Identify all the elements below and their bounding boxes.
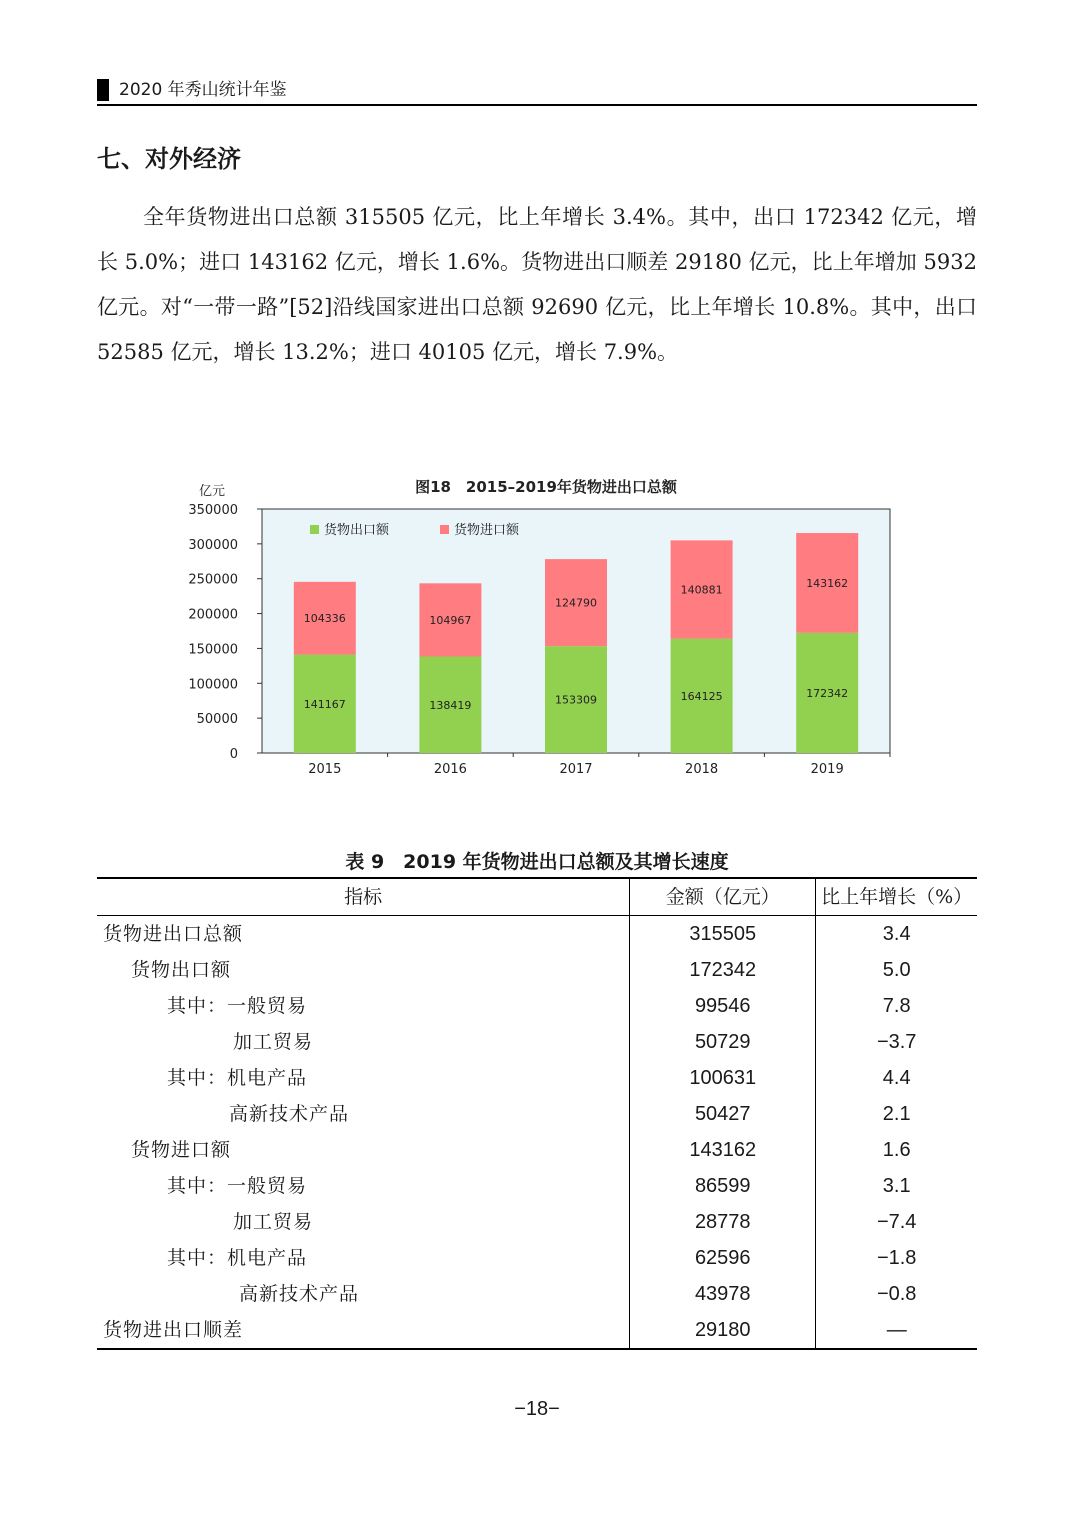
row-amount: 29180 bbox=[630, 1312, 816, 1349]
bar-value-label: 104967 bbox=[429, 613, 472, 627]
header-amount: 金额（亿元） bbox=[630, 878, 816, 916]
x-tick-label: 2015 bbox=[308, 762, 342, 777]
row-amount: 86599 bbox=[630, 1168, 816, 1204]
row-amount: 28778 bbox=[630, 1204, 816, 1240]
x-tick-label: 2016 bbox=[433, 762, 467, 777]
row-label: 其中：一般贸易 bbox=[97, 1168, 630, 1204]
bar-value-label: 143162 bbox=[806, 576, 849, 590]
row-growth: −7.4 bbox=[876, 1211, 917, 1233]
row-label: 货物出口额 bbox=[97, 952, 630, 988]
row-growth: 3.4 bbox=[882, 923, 911, 945]
page-number: −18− bbox=[514, 1398, 560, 1420]
trade-table bbox=[97, 877, 977, 1350]
row-amount: 143162 bbox=[630, 1132, 816, 1168]
header-title: 2020 年秀山统计年鉴 bbox=[119, 80, 287, 100]
row-label: 货物进出口总额 bbox=[97, 916, 630, 953]
legend-swatch bbox=[440, 525, 449, 534]
row-growth: −0.8 bbox=[876, 1283, 917, 1305]
y-tick-label: 100000 bbox=[188, 677, 238, 693]
bar-value-label: 141167 bbox=[303, 697, 346, 711]
legend-label: 货物出口额 bbox=[324, 523, 390, 538]
page-header bbox=[97, 77, 977, 106]
row-amount: 62596 bbox=[630, 1240, 816, 1276]
y-tick-label: 350000 bbox=[188, 503, 238, 518]
row-growth: 2.1 bbox=[882, 1103, 911, 1125]
x-tick-label: 2017 bbox=[559, 762, 593, 777]
paragraph-text: 全年货物进出口总额 315505 亿元，比上年增长 3.4%。其中，出口 172342 亿元，增长 5.0%；进口 143162 亿元，增长 1.6%。货物进出口顺差 29180 亿元，比上年增加 5932 亿元。对“一带一路”[52]沿线国家进出口总额 92690 亿元，比上年增长 10.8%。其中，出口 52585 亿元，增长 13.2%；进口 40105 亿元，增长 7.9%。 bbox=[97, 205, 977, 364]
y-tick-label: 200000 bbox=[188, 607, 238, 623]
y-tick-label: 150000 bbox=[188, 642, 238, 658]
table-row bbox=[97, 1060, 977, 1096]
x-tick-label: 2019 bbox=[810, 762, 844, 777]
table-row bbox=[97, 1240, 977, 1276]
bar-value-label: 172342 bbox=[806, 686, 849, 700]
row-growth: −1.8 bbox=[876, 1247, 917, 1269]
header-indicator: 指标 bbox=[97, 878, 630, 916]
stacked-bar-chart bbox=[160, 470, 920, 790]
y-tick-label: 0 bbox=[229, 747, 238, 762]
row-growth: 4.4 bbox=[882, 1067, 911, 1089]
table-row bbox=[97, 988, 977, 1024]
row-growth: — bbox=[816, 1312, 977, 1349]
row-growth: 7.8 bbox=[882, 995, 911, 1017]
header-growth: 比上年增长（%） bbox=[816, 878, 977, 916]
row-amount: 315505 bbox=[630, 916, 816, 953]
y-tick-label: 50000 bbox=[196, 712, 238, 728]
chart-svg bbox=[160, 470, 920, 790]
table-row bbox=[97, 916, 977, 953]
row-label: 其中：一般贸易 bbox=[97, 988, 630, 1024]
table-row bbox=[97, 1276, 977, 1312]
section-title: 七、对外经济 bbox=[97, 145, 241, 173]
bar-value-label: 140881 bbox=[680, 583, 723, 597]
row-label: 加工贸易 bbox=[97, 1204, 630, 1240]
table-row bbox=[97, 1312, 977, 1349]
row-amount: 50729 bbox=[630, 1024, 816, 1060]
row-growth: 5.0 bbox=[882, 959, 911, 981]
row-label: 加工贸易 bbox=[97, 1024, 630, 1060]
bar-value-label: 104336 bbox=[303, 612, 346, 626]
row-label: 货物进口额 bbox=[97, 1132, 630, 1168]
y-tick-label: 300000 bbox=[188, 537, 238, 553]
body-paragraph bbox=[97, 195, 977, 375]
bar-value-label: 138419 bbox=[429, 698, 472, 712]
table-row bbox=[97, 1204, 977, 1240]
row-growth: 1.6 bbox=[882, 1139, 911, 1161]
bar-value-label: 164125 bbox=[680, 689, 723, 703]
row-amount: 100631 bbox=[630, 1060, 816, 1096]
row-growth: −3.7 bbox=[876, 1031, 917, 1053]
row-growth: 3.1 bbox=[882, 1175, 911, 1197]
row-label: 高新技术产品 bbox=[97, 1096, 630, 1132]
table-row bbox=[97, 1132, 977, 1168]
row-label: 高新技术产品 bbox=[97, 1276, 630, 1312]
row-amount: 43978 bbox=[630, 1276, 816, 1312]
table-row bbox=[97, 1168, 977, 1204]
row-amount: 50427 bbox=[630, 1096, 816, 1132]
table-row bbox=[97, 1024, 977, 1060]
table-row bbox=[97, 952, 977, 988]
y-tick-label: 250000 bbox=[188, 572, 238, 588]
y-axis-label: 亿元 bbox=[198, 484, 226, 499]
legend-label: 货物进口额 bbox=[454, 523, 520, 538]
legend-swatch bbox=[310, 525, 319, 534]
row-label: 货物进出口顺差 bbox=[97, 1312, 630, 1349]
row-label: 其中：机电产品 bbox=[97, 1060, 630, 1096]
chart-title: 图18 2015–2019年货物进出口总额 bbox=[415, 478, 677, 496]
row-label: 其中：机电产品 bbox=[97, 1240, 630, 1276]
header-marker bbox=[97, 79, 109, 101]
bar-value-label: 153309 bbox=[555, 693, 597, 707]
table-header-row bbox=[97, 878, 977, 916]
table-row bbox=[97, 1096, 977, 1132]
row-amount: 172342 bbox=[630, 952, 816, 988]
row-amount: 99546 bbox=[630, 988, 816, 1024]
table-caption: 表 9 2019 年货物进出口总额及其增长速度 bbox=[345, 851, 729, 873]
x-tick-label: 2018 bbox=[685, 762, 719, 777]
bar-value-label: 124790 bbox=[555, 596, 597, 610]
